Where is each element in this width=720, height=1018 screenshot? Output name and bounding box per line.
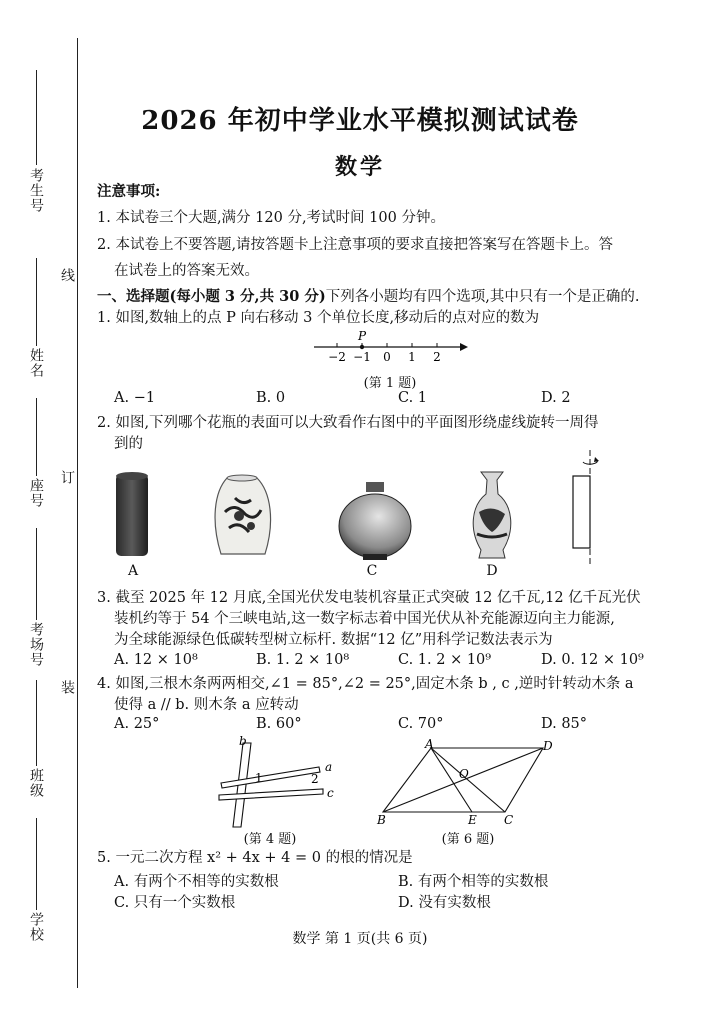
notice-heading: 注意事项: (97, 183, 161, 200)
label-D: D (543, 739, 553, 753)
vase-d-label: D (486, 563, 498, 579)
q1-option-c: C. 1 (398, 390, 428, 406)
section1-desc: 下列各小题均有四个选项,其中只有一个是正确的. (325, 289, 640, 305)
q3-stem-line2: 装机约等于 54 个三峡电站,这一数字标志着中国光伏从补充能源迈向主力能源, (114, 611, 615, 627)
q5-option-b: B. 有两个相等的实数根 (398, 874, 549, 890)
field-label-candidate-number: 考生号 (28, 168, 44, 213)
vase-a-image (110, 470, 155, 560)
stick-a (221, 767, 320, 788)
q5-option-c: C. 只有一个实数根 (114, 895, 236, 911)
vase-b-image (205, 472, 280, 562)
vase-d-image (465, 468, 520, 563)
q5-option-d: D. 没有实数根 (398, 895, 491, 911)
field-label-exam-room: 考场号 (28, 622, 44, 667)
q4-option-b: B. 60° (256, 716, 302, 732)
q3-stem-line1: 3. 截至 2025 年 12 月底,全国光伏发电装机容量正式突破 12 亿千瓦,12 亿千瓦光伏 (97, 590, 641, 606)
notice-item-2: 2. 本试卷上不要答题,请按答题卡上注意事项的要求直接把答案写在答题卡上。答 (97, 237, 614, 253)
label-C: C (504, 813, 514, 826)
page-footer: 数学 第 1 页(共 6 页) (292, 931, 428, 947)
field-blank-class[interactable] (36, 680, 37, 766)
q4-stem-line1: 4. 如图,三根木条两两相交,∠1 = 85°,∠2 = 25°,固定木条 b , c ,逆时针转动木条 a (97, 676, 634, 692)
q1-caption: (第 1 题) (363, 376, 417, 391)
q5-option-a: A. 有两个不相等的实数根 (114, 874, 279, 890)
field-blank-name[interactable] (36, 258, 37, 346)
point-p (360, 345, 364, 349)
number-line-tick-label: −1 (353, 350, 371, 364)
label-b: b (239, 735, 247, 748)
q4-caption: (第 4 题) (243, 832, 297, 847)
q4-option-a: A. 25° (114, 716, 160, 732)
section1-heading: 一、选择题(每小题 3 分,共 30 分) (97, 288, 326, 305)
exam-title: 2026 年初中学业水平模拟测试试卷 (141, 106, 579, 136)
q5-stem: 5. 一元二次方程 x² + 4x + 4 = 0 的根的情况是 (97, 850, 413, 866)
label-E: E (468, 813, 477, 826)
stick-c (219, 789, 323, 800)
point-p-label: P (358, 329, 367, 343)
q3-option-c: C. 1. 2 × 10⁹ (398, 652, 492, 668)
section1-heading-line (97, 287, 639, 307)
field-blank-school[interactable] (36, 818, 37, 910)
number-line-tick-label: 0 (383, 350, 391, 364)
q3-option-d: D. 0. 12 × 10⁹ (541, 652, 644, 668)
label-c: c (327, 786, 334, 800)
notice-item-1: 1. 本试卷三个大题,满分 120 分,考试时间 100 分钟。 (97, 210, 445, 226)
subject-title: 数学 (334, 154, 385, 180)
q1-option-b: B. 0 (256, 390, 286, 406)
notice-item-2-cont: 在试卷上的答案无效。 (114, 263, 259, 279)
q4-option-c: C. 70° (398, 716, 444, 732)
q1-option-a: A. −1 (114, 390, 156, 406)
q3-option-a: A. 12 × 10⁸ (114, 652, 198, 668)
q2-stem-line1: 2. 如图,下列哪个花瓶的表面可以大致看作右图中的平面图形绕虚线旋转一周得 (97, 415, 599, 431)
q3-option-b: B. 1. 2 × 10⁸ (256, 652, 350, 668)
number-line-arrow (460, 343, 468, 351)
label-a: a (325, 760, 333, 774)
field-blank-seat[interactable] (36, 398, 37, 476)
rotation-figure (565, 448, 615, 568)
field-label-class: 班级 (28, 768, 44, 798)
field-label-school: 学校 (28, 912, 44, 942)
q2-stem-line2: 到的 (114, 436, 143, 452)
q1-stem: 1. 如图,数轴上的点 P 向右移动 3 个单位长度,移动后的点对应的数为 (97, 310, 540, 326)
label-angle-2: 2 (311, 772, 319, 786)
rotation-rectangle (573, 476, 590, 548)
label-B: B (377, 813, 386, 826)
vase-c-image (335, 478, 415, 563)
q4-figure (215, 735, 345, 830)
label-angle-1: 1 (255, 771, 263, 785)
number-line-ticks (328, 343, 441, 364)
field-blank-exam-room[interactable] (36, 528, 37, 620)
q3-stem-line3: 为全球能源绿色低碳转型树立标杆. 数据“12 亿”用科学记数法表示为 (114, 632, 553, 648)
vase-a-label: A (127, 563, 139, 579)
q4-option-d: D. 85° (541, 716, 588, 732)
number-line-tick-label: 2 (433, 350, 441, 364)
q1-option-d: D. 2 (541, 390, 571, 406)
q4-stem-line2: 使得 a // b. 则木条 a 应转动 (114, 697, 299, 713)
q1-number-line-figure (310, 328, 470, 368)
q6-caption: (第 6 题) (441, 832, 495, 847)
number-line-tick-label: −2 (328, 350, 346, 364)
cut-mark-pack: 装 (59, 680, 75, 695)
q6-figure (375, 738, 555, 826)
cut-mark-line: 线 (59, 268, 75, 283)
label-O: O (459, 767, 469, 781)
vase-c-label: C (366, 563, 378, 579)
cut-mark-bind: 订 (59, 470, 75, 485)
number-line-tick-label: 1 (408, 350, 416, 364)
field-label-seat: 座号 (28, 478, 44, 508)
label-A: A (425, 738, 434, 751)
field-label-name: 姓名 (28, 348, 44, 378)
